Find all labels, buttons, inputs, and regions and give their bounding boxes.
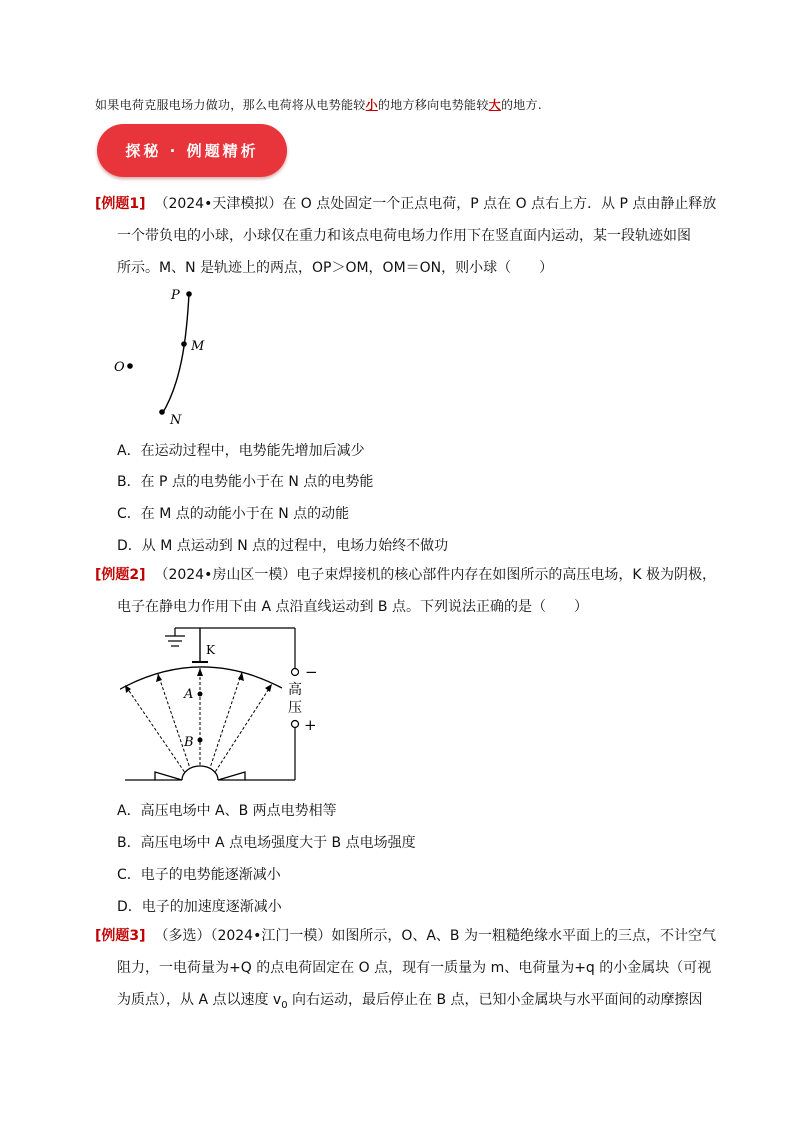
example-2-option-c: C．电子的电势能逐渐减小	[117, 867, 281, 883]
example-2-option-b: B．高压电场中 A 点电场强度大于 B 点电场强度	[117, 835, 416, 851]
example-2-tag: [例题2]	[95, 567, 146, 583]
anode-right-block	[218, 772, 245, 780]
point-p	[186, 291, 192, 297]
trajectory-curve	[162, 294, 189, 414]
label-ya: 压	[288, 700, 302, 716]
example-2-question: [例题2] （2024•房山区一模）电子束焊接机的核心部件内存在如图所示的高压电场，K 极为阴极， 电子在静电力作用下由 A 点沿直线运动到 B 点。下列说法正确的是（ ）	[95, 567, 716, 615]
point-b	[198, 738, 203, 743]
example-1-option-d: D．从 M 点运动到 N 点的过程中，电场力始终不做功	[117, 538, 449, 554]
example-1-trajectory-figure	[105, 280, 225, 430]
example-1-tag: [例题1]	[95, 196, 146, 212]
label-m: M	[191, 339, 205, 354]
example-1-option-a: A．在运动过程中，电势能先增加后减少	[117, 443, 365, 459]
point-o	[127, 363, 133, 369]
anode-dome	[182, 766, 218, 780]
label-k: K	[206, 643, 215, 657]
anode-left-block	[155, 772, 182, 780]
point-a	[198, 692, 203, 697]
example-2-option-d: D．电子的加速度逐渐减小	[117, 899, 282, 915]
point-n	[159, 409, 165, 415]
label-o: O	[114, 360, 125, 375]
label-plus: +	[304, 716, 317, 734]
intro-text: 如果电荷克服电场力做功，那么电荷将从电势能较小的地方移向电势能较大的地方.	[95, 98, 542, 112]
section-banner	[97, 124, 287, 177]
label-p: P	[171, 288, 180, 303]
label-b: B	[184, 735, 194, 750]
example-1-option-b: B．在 P 点的电势能小于在 N 点的电势能	[117, 474, 374, 490]
ground-icon	[165, 636, 185, 646]
section-banner-title: 探秘 · 例题精析	[125, 142, 259, 160]
example-3-question: [例题3] （多选）（2024•江门一模）如图所示，O、A、B 为一粗糙绝缘水平面上的三点，不计空气 阻力，一电荷量为+Q 的点电荷固定在 O 点，现有一质量为 m、电荷量为+q 的小金属块（可视 为质点），从 A 点以速度 $v_0$ 向右运动，最后停止在 B 点，已知小金属块与水平面间的动摩擦因	[95, 928, 716, 1011]
example-2-high-voltage-figure	[120, 622, 330, 792]
example-3-tag: [例题3]	[95, 928, 146, 944]
example-1-option-c: C．在 M 点的动能小于在 N 点的动能	[117, 506, 350, 522]
label-n: N	[170, 413, 182, 428]
example-1-question: [例题1] （2024•天津模拟）在 O 点处固定一个正点电荷，P 点在 O 点右上方．从 P 点由静止释放 一个带负电的小球，小球仅在重力和该点电荷电场力作用下在竖直面内运动，某一段轨迹如图 所示。M、N 是轨迹上的两点，OP＞OM，OM＝ON，则小球（ ）	[95, 196, 717, 276]
label-gao: 高	[288, 682, 302, 698]
terminal-minus	[292, 669, 299, 676]
point-m	[181, 341, 187, 347]
label-minus: −	[305, 663, 318, 681]
terminal-plus	[292, 721, 299, 728]
highlight-big: 大	[488, 98, 501, 112]
example-2-option-a: A．高压电场中 A、B 两点电势相等	[117, 803, 337, 819]
highlight-small: 小	[365, 98, 378, 112]
label-a: A	[184, 687, 194, 702]
